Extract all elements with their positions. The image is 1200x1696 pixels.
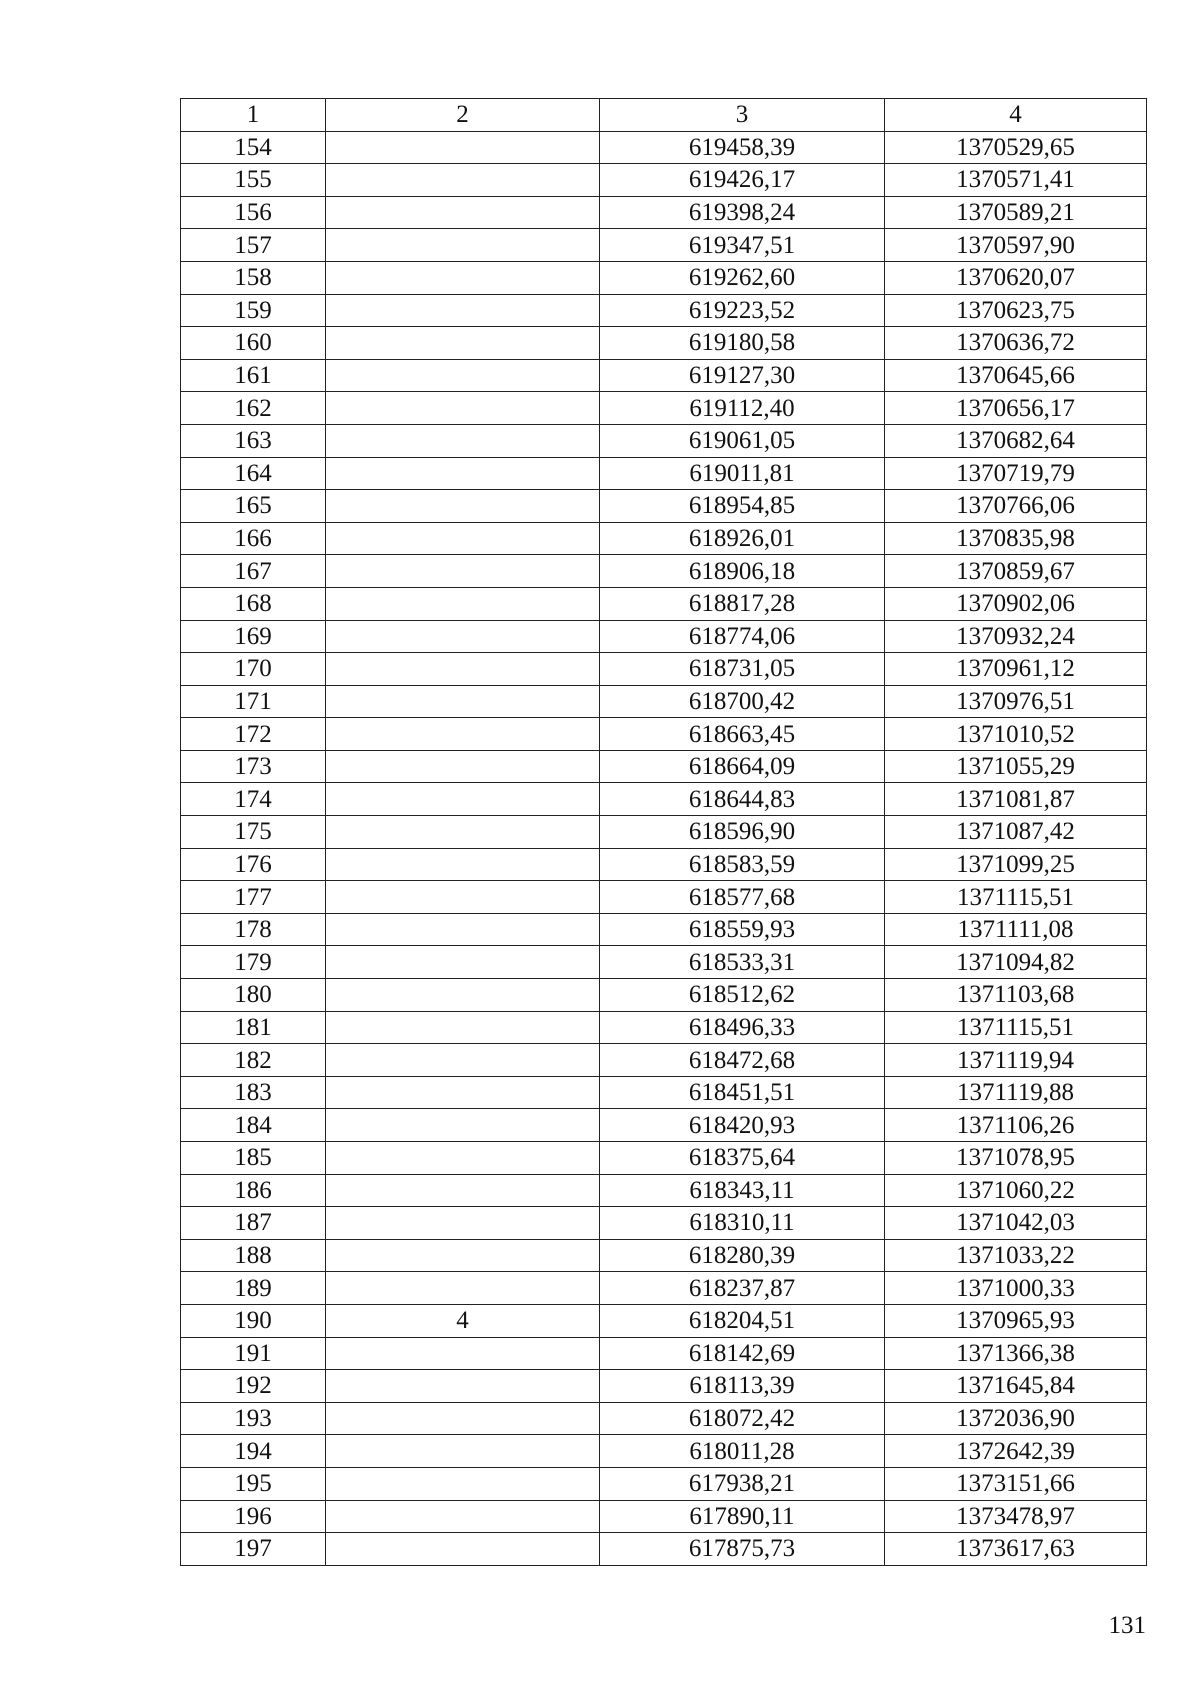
x-coordinate-cell: 618237,87: [600, 1272, 885, 1305]
x-coordinate-cell: 619426,17: [600, 164, 885, 197]
table-row: [181, 196, 1147, 229]
y-coordinate-cell: 1371106,26: [885, 1109, 1147, 1142]
y-coordinate-cell: 1370656,17: [885, 392, 1147, 425]
y-coordinate-cell: 1370932,24: [885, 620, 1147, 653]
x-coordinate-cell: 618817,28: [600, 587, 885, 620]
y-coordinate-cell: 1373617,63: [885, 1533, 1147, 1566]
point-number-cell: 174: [181, 783, 326, 816]
point-number-cell: 181: [181, 1011, 326, 1044]
column-2-cell: [326, 1142, 600, 1175]
y-coordinate-cell: 1370645,66: [885, 359, 1147, 392]
point-number-cell: 175: [181, 816, 326, 849]
column-2-cell: [326, 913, 600, 946]
table-row: [181, 229, 1147, 262]
point-number-cell: 161: [181, 359, 326, 392]
column-2-cell: [326, 555, 600, 588]
x-coordinate-cell: 619180,58: [600, 327, 885, 360]
y-coordinate-cell: 1371033,22: [885, 1239, 1147, 1272]
table-row: [181, 1304, 1147, 1337]
y-coordinate-cell: 1371078,95: [885, 1142, 1147, 1175]
column-2-cell: [326, 229, 600, 262]
x-coordinate-cell: 618113,39: [600, 1370, 885, 1403]
column-2-cell: [326, 848, 600, 881]
y-coordinate-cell: 1370902,06: [885, 587, 1147, 620]
y-coordinate-cell: 1371081,87: [885, 783, 1147, 816]
column-2-cell: [326, 653, 600, 686]
y-coordinate-cell: 1371119,88: [885, 1076, 1147, 1109]
column-2-cell: [326, 1044, 600, 1077]
column-2-cell: [326, 131, 600, 164]
column-2-cell: [326, 196, 600, 229]
y-coordinate-cell: 1373151,66: [885, 1467, 1147, 1500]
point-number-cell: 169: [181, 620, 326, 653]
column-2-cell: [326, 1011, 600, 1044]
table-row: [181, 783, 1147, 816]
point-number-cell: 172: [181, 718, 326, 751]
column-2-cell: [326, 1370, 600, 1403]
table-row: [181, 1109, 1147, 1142]
column-2-cell: [326, 881, 600, 914]
table-row: [181, 946, 1147, 979]
table-body: [181, 99, 1147, 1566]
column-2-cell: [326, 1174, 600, 1207]
column-2-cell: [326, 1533, 600, 1566]
y-coordinate-cell: 1371010,52: [885, 718, 1147, 751]
x-coordinate-cell: 619262,60: [600, 261, 885, 294]
x-coordinate-cell: 618926,01: [600, 522, 885, 555]
x-coordinate-cell: 618310,11: [600, 1207, 885, 1240]
table-row: [181, 392, 1147, 425]
point-number-cell: 165: [181, 490, 326, 523]
column-2-cell: [326, 816, 600, 849]
column-2-cell: [326, 359, 600, 392]
y-coordinate-cell: 1370597,90: [885, 229, 1147, 262]
column-2-cell: [326, 1500, 600, 1533]
x-coordinate-cell: 618731,05: [600, 653, 885, 686]
column-2-cell: [326, 587, 600, 620]
y-coordinate-cell: 1371111,08: [885, 913, 1147, 946]
table-row: [181, 1076, 1147, 1109]
table-row: [181, 1272, 1147, 1305]
x-coordinate-cell: 618583,59: [600, 848, 885, 881]
x-coordinate-cell: 618954,85: [600, 490, 885, 523]
y-coordinate-cell: 1370835,98: [885, 522, 1147, 555]
table-row: [181, 1370, 1147, 1403]
x-coordinate-cell: 618420,93: [600, 1109, 885, 1142]
table-row: [181, 555, 1147, 588]
x-coordinate-cell: 618204,51: [600, 1304, 885, 1337]
table-row: [181, 294, 1147, 327]
y-coordinate-cell: 1371094,82: [885, 946, 1147, 979]
point-number-cell: 184: [181, 1109, 326, 1142]
point-number-cell: 187: [181, 1207, 326, 1240]
table-row: [181, 1011, 1147, 1044]
y-coordinate-cell: 1371115,51: [885, 881, 1147, 914]
table-row: [181, 685, 1147, 718]
column-2-cell: [326, 685, 600, 718]
column-2-cell: [326, 620, 600, 653]
point-number-cell: 180: [181, 979, 326, 1012]
x-coordinate-cell: 618664,09: [600, 750, 885, 783]
table-row: [181, 1142, 1147, 1175]
y-coordinate-cell: 1371119,94: [885, 1044, 1147, 1077]
y-coordinate-cell: 1371087,42: [885, 816, 1147, 849]
y-coordinate-cell: 1370766,06: [885, 490, 1147, 523]
table-row: [181, 848, 1147, 881]
y-coordinate-cell: 1372642,39: [885, 1435, 1147, 1468]
point-number-cell: 183: [181, 1076, 326, 1109]
x-coordinate-cell: 618451,51: [600, 1076, 885, 1109]
table-header-row: [181, 99, 1147, 132]
column-2-cell: [326, 783, 600, 816]
y-coordinate-cell: 1370719,79: [885, 457, 1147, 490]
column-2-cell: [326, 261, 600, 294]
point-number-cell: 158: [181, 261, 326, 294]
y-coordinate-cell: 1370623,75: [885, 294, 1147, 327]
point-number-cell: 155: [181, 164, 326, 197]
column-2-cell: [326, 522, 600, 555]
x-coordinate-cell: 619347,51: [600, 229, 885, 262]
coordinates-table: [180, 98, 1147, 1566]
table-row: [181, 490, 1147, 523]
point-number-cell: 154: [181, 131, 326, 164]
table-row: [181, 457, 1147, 490]
x-coordinate-cell: 618280,39: [600, 1239, 885, 1272]
header-cell-col-2: 2: [326, 99, 600, 132]
point-number-cell: 189: [181, 1272, 326, 1305]
x-coordinate-cell: 619112,40: [600, 392, 885, 425]
point-number-cell: 182: [181, 1044, 326, 1077]
y-coordinate-cell: 1370571,41: [885, 164, 1147, 197]
y-coordinate-cell: 1370859,67: [885, 555, 1147, 588]
table-row: [181, 1174, 1147, 1207]
column-2-cell: [326, 1435, 600, 1468]
x-coordinate-cell: 619458,39: [600, 131, 885, 164]
x-coordinate-cell: 618496,33: [600, 1011, 885, 1044]
point-number-cell: 197: [181, 1533, 326, 1566]
point-number-cell: 185: [181, 1142, 326, 1175]
y-coordinate-cell: 1370620,07: [885, 261, 1147, 294]
x-coordinate-cell: 619398,24: [600, 196, 885, 229]
y-coordinate-cell: 1371366,38: [885, 1337, 1147, 1370]
table-row: [181, 718, 1147, 751]
table-row: [181, 653, 1147, 686]
point-number-cell: 159: [181, 294, 326, 327]
column-2-cell: [326, 1467, 600, 1500]
column-2-cell: [326, 457, 600, 490]
point-number-cell: 163: [181, 424, 326, 457]
point-number-cell: 162: [181, 392, 326, 425]
header-cell-col-4: 4: [885, 99, 1147, 132]
point-number-cell: 186: [181, 1174, 326, 1207]
x-coordinate-cell: 618142,69: [600, 1337, 885, 1370]
x-coordinate-cell: 618906,18: [600, 555, 885, 588]
table-row: [181, 1402, 1147, 1435]
y-coordinate-cell: 1371103,68: [885, 979, 1147, 1012]
point-number-cell: 195: [181, 1467, 326, 1500]
x-coordinate-cell: 618375,64: [600, 1142, 885, 1175]
point-number-cell: 194: [181, 1435, 326, 1468]
point-number-cell: 157: [181, 229, 326, 262]
y-coordinate-cell: 1371645,84: [885, 1370, 1147, 1403]
table-row: [181, 359, 1147, 392]
column-2-cell: [326, 1239, 600, 1272]
y-coordinate-cell: 1372036,90: [885, 1402, 1147, 1435]
x-coordinate-cell: 618577,68: [600, 881, 885, 914]
table-row: [181, 620, 1147, 653]
y-coordinate-cell: 1371099,25: [885, 848, 1147, 881]
table-row: [181, 261, 1147, 294]
point-number-cell: 176: [181, 848, 326, 881]
column-2-cell: [326, 718, 600, 751]
table-row: [181, 522, 1147, 555]
y-coordinate-cell: 1370682,64: [885, 424, 1147, 457]
y-coordinate-cell: 1371055,29: [885, 750, 1147, 783]
x-coordinate-cell: 618011,28: [600, 1435, 885, 1468]
y-coordinate-cell: 1370529,65: [885, 131, 1147, 164]
y-coordinate-cell: 1370589,21: [885, 196, 1147, 229]
point-number-cell: 191: [181, 1337, 326, 1370]
column-2-cell: [326, 490, 600, 523]
column-2-cell: [326, 424, 600, 457]
table-row: [181, 1467, 1147, 1500]
column-2-cell: [326, 392, 600, 425]
point-number-cell: 196: [181, 1500, 326, 1533]
x-coordinate-cell: 618512,62: [600, 979, 885, 1012]
x-coordinate-cell: 619223,52: [600, 294, 885, 327]
point-number-cell: 166: [181, 522, 326, 555]
point-number-cell: 156: [181, 196, 326, 229]
table-row: [181, 327, 1147, 360]
x-coordinate-cell: 618700,42: [600, 685, 885, 718]
point-number-cell: 170: [181, 653, 326, 686]
column-2-cell: [326, 1207, 600, 1240]
point-number-cell: 177: [181, 881, 326, 914]
table-row: [181, 1207, 1147, 1240]
y-coordinate-cell: 1370636,72: [885, 327, 1147, 360]
point-number-cell: 188: [181, 1239, 326, 1272]
column-2-cell: [326, 1272, 600, 1305]
table-row: [181, 587, 1147, 620]
y-coordinate-cell: 1371115,51: [885, 1011, 1147, 1044]
x-coordinate-cell: 619061,05: [600, 424, 885, 457]
point-number-cell: 178: [181, 913, 326, 946]
table-row: [181, 1500, 1147, 1533]
x-coordinate-cell: 618663,45: [600, 718, 885, 751]
table-row: [181, 881, 1147, 914]
header-cell-col-1: 1: [181, 99, 326, 132]
point-number-cell: 192: [181, 1370, 326, 1403]
table-row: [181, 424, 1147, 457]
x-coordinate-cell: 618343,11: [600, 1174, 885, 1207]
table-row: [181, 750, 1147, 783]
table-row: [181, 913, 1147, 946]
page-number: 131: [1108, 1612, 1146, 1639]
table-row: [181, 1533, 1147, 1566]
column-2-cell: [326, 1337, 600, 1370]
column-2-cell: [326, 164, 600, 197]
point-number-cell: 160: [181, 327, 326, 360]
y-coordinate-cell: 1371000,33: [885, 1272, 1147, 1305]
column-2-cell: [326, 1402, 600, 1435]
column-2-cell: [326, 750, 600, 783]
y-coordinate-cell: 1371060,22: [885, 1174, 1147, 1207]
point-number-cell: 171: [181, 685, 326, 718]
table-row: [181, 1435, 1147, 1468]
table-row: [181, 1239, 1147, 1272]
table-row: [181, 164, 1147, 197]
column-2-cell: [326, 1076, 600, 1109]
point-number-cell: 179: [181, 946, 326, 979]
y-coordinate-cell: 1373478,97: [885, 1500, 1147, 1533]
x-coordinate-cell: 618533,31: [600, 946, 885, 979]
x-coordinate-cell: 617875,73: [600, 1533, 885, 1566]
table-row: [181, 1044, 1147, 1077]
point-number-cell: 168: [181, 587, 326, 620]
table-row: [181, 131, 1147, 164]
y-coordinate-cell: 1370965,93: [885, 1304, 1147, 1337]
x-coordinate-cell: 618774,06: [600, 620, 885, 653]
column-2-cell: 4: [326, 1304, 600, 1337]
x-coordinate-cell: 618596,90: [600, 816, 885, 849]
point-number-cell: 190: [181, 1304, 326, 1337]
x-coordinate-cell: 618559,93: [600, 913, 885, 946]
column-2-cell: [326, 327, 600, 360]
point-number-cell: 164: [181, 457, 326, 490]
point-number-cell: 173: [181, 750, 326, 783]
x-coordinate-cell: 617938,21: [600, 1467, 885, 1500]
table-row: [181, 1337, 1147, 1370]
column-2-cell: [326, 946, 600, 979]
x-coordinate-cell: 618644,83: [600, 783, 885, 816]
x-coordinate-cell: 618072,42: [600, 1402, 885, 1435]
column-2-cell: [326, 979, 600, 1012]
column-2-cell: [326, 1109, 600, 1142]
point-number-cell: 167: [181, 555, 326, 588]
header-cell-col-3: 3: [600, 99, 885, 132]
y-coordinate-cell: 1370976,51: [885, 685, 1147, 718]
y-coordinate-cell: 1370961,12: [885, 653, 1147, 686]
y-coordinate-cell: 1371042,03: [885, 1207, 1147, 1240]
x-coordinate-cell: 619011,81: [600, 457, 885, 490]
table-row: [181, 979, 1147, 1012]
x-coordinate-cell: 617890,11: [600, 1500, 885, 1533]
point-number-cell: 193: [181, 1402, 326, 1435]
x-coordinate-cell: 619127,30: [600, 359, 885, 392]
x-coordinate-cell: 618472,68: [600, 1044, 885, 1077]
table-row: [181, 816, 1147, 849]
column-2-cell: [326, 294, 600, 327]
